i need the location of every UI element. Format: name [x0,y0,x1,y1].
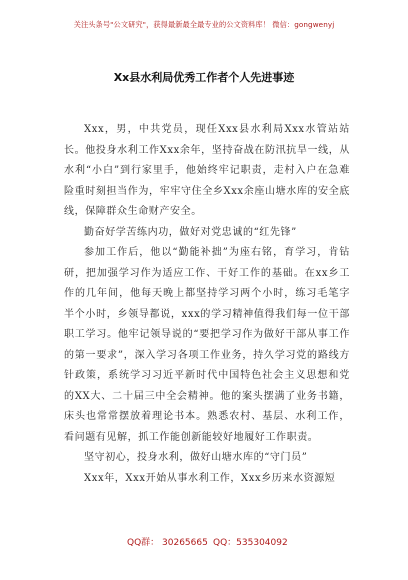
section-heading-study: 勤奋好学苦练内功，做好对党忠诚的“红先锋” [84,226,297,238]
document-body [64,120,350,489]
paragraph-intro: Xxx，男，中共党员，现任Xxx县水利局Xxx水管站站长。他投身水利工作Xxx余年，坚持奋战在防汛抗旱一线，从水利“小白”到行家里手，他始终牢记职责，走村入户在急难险重时刻担当作为，牢牢守住全乡Xxx余座山塘水库的安全底线，保障群众生命财产安全。 [64,124,350,217]
promo-banner[interactable]: 关注头条号"公文研究"，获得最新最全最专业的公文资料库！ 微信：gongwenyj [73,20,335,29]
qq-number: QQ：535304092 [213,538,288,548]
paragraph-study: 参加工作后，他以“勤能补拙”为座右铭，育学习，肯钻研，把加强学习作为适应工作、干好工作的基础。在xx乡工作的几年间，他每天晚上都坚持学习两个小时，练习毛笔字半个小时，乡领导都说，xxx的学习精神值得我们每一位干部职工学习。他牢记领导说的“要把学习作为做好干部从事工作的第一要求”，深入学习各项工作业务，持久学习党的路线方针政策，系统学习习近平新时代中国特色社会主义思想和党的XX大、二十届三中全会精神。他的案头摆满了业务书籍，床头也常常摆放着理论书本。熟悉农村、基层、水利工作，看问题有见解，抓工作能创新能较好地履好工作职责。 [64,247,350,443]
paragraph-water: Xxx年，Xxx开始从事水利工作，Xxx乡历来水资源短 [84,472,336,484]
section-heading-water: 坚守初心，投身水利，做好山塘水库的“守门员” [84,452,308,463]
document-title: Xx县水利局优秀工作者个人先进事迹 [113,71,295,84]
qq-group-number: QQ群： 30265665 [127,538,208,548]
